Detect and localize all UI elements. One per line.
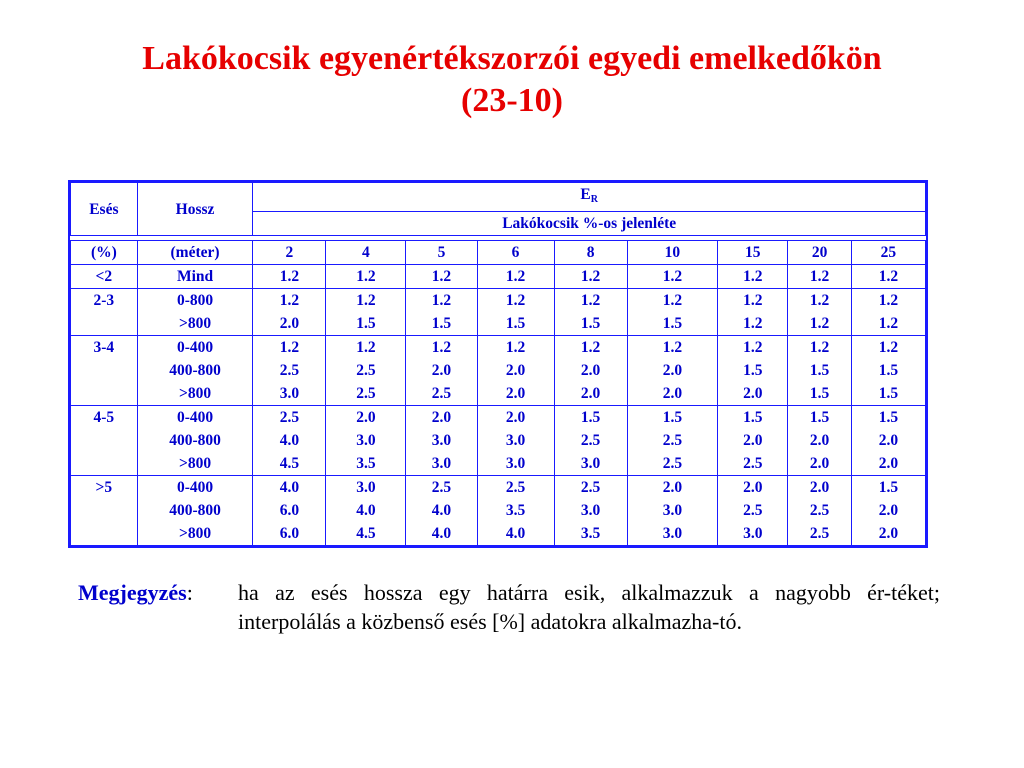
percentage-header: 10 <box>627 241 718 265</box>
note-label: Megjegyzés <box>78 580 187 605</box>
value-cell <box>554 406 627 476</box>
value-cell <box>326 265 406 289</box>
percentage-header: 6 <box>477 241 554 265</box>
percentage-header: 2 <box>253 241 326 265</box>
er-value: 2.5 <box>662 455 683 472</box>
note <box>78 578 940 634</box>
er-value: 6.0 <box>279 525 300 542</box>
er-value: 1.2 <box>809 292 830 309</box>
value-cell <box>554 289 627 336</box>
er-value: 1.5 <box>662 409 683 426</box>
er-value: 1.2 <box>878 292 899 309</box>
table-row <box>71 476 926 546</box>
percentage-header: 5 <box>406 241 477 265</box>
er-value: 2.5 <box>662 432 683 449</box>
value-cell <box>718 406 788 476</box>
er-value: 2.0 <box>809 455 830 472</box>
er-value: 3.0 <box>743 525 763 542</box>
length-cell <box>137 289 253 336</box>
units-row <box>71 241 926 265</box>
length-value: >800 <box>178 525 212 542</box>
length-value: Mind <box>176 268 214 285</box>
value-cell <box>406 406 477 476</box>
value-cell <box>788 476 851 546</box>
table-row <box>71 406 926 476</box>
er-value: 1.5 <box>743 409 763 426</box>
er-value: 2.0 <box>878 525 899 542</box>
value-cell <box>253 336 326 406</box>
er-value: 4.0 <box>279 479 300 496</box>
value-cell <box>253 265 326 289</box>
length-value: 400-800 <box>169 362 221 379</box>
unit-eses: (%) <box>71 241 138 265</box>
value-cell <box>554 336 627 406</box>
er-value: 3.5 <box>505 502 526 519</box>
value-cell <box>627 336 718 406</box>
value-cell <box>406 476 477 546</box>
value-cell <box>627 476 718 546</box>
page-title <box>0 38 1024 122</box>
er-value: 1.2 <box>279 292 300 309</box>
er-value: 2.5 <box>743 502 763 519</box>
er-value: 2.5 <box>431 385 452 402</box>
length-value: >800 <box>178 455 212 472</box>
header-er-sub: R <box>590 194 598 205</box>
value-cell <box>788 289 851 336</box>
er-value: 1.5 <box>809 385 830 402</box>
header-eses: Esés <box>71 183 138 236</box>
er-value: 1.2 <box>279 268 300 285</box>
er-value: 1.2 <box>356 339 376 356</box>
value-cell <box>477 336 554 406</box>
value-cell <box>477 265 554 289</box>
value-cell <box>851 336 925 406</box>
er-value: 1.2 <box>878 339 899 356</box>
er-value: 4.5 <box>279 455 300 472</box>
er-value: 2.5 <box>743 455 763 472</box>
value-cell <box>477 406 554 476</box>
er-value: 2.0 <box>505 362 526 379</box>
grade-cell: 2-3 <box>71 289 138 336</box>
er-value: 2.0 <box>743 479 763 496</box>
equivalence-table-frame <box>68 180 928 548</box>
er-value: 1.2 <box>505 292 526 309</box>
header-er-caption: Lakókocsik %-os jelenléte <box>253 212 926 236</box>
er-value: 1.5 <box>809 362 830 379</box>
er-value: 1.2 <box>356 268 376 285</box>
er-value: 1.2 <box>878 268 899 285</box>
length-value: 400-800 <box>169 502 221 519</box>
er-value: 2.0 <box>505 409 526 426</box>
er-value: 2.0 <box>809 479 830 496</box>
header-row-1 <box>71 183 926 212</box>
length-value: 0-400 <box>176 479 214 496</box>
er-value: 4.0 <box>431 502 452 519</box>
grade-cell: <2 <box>71 265 138 289</box>
er-value: 1.2 <box>743 292 763 309</box>
value-cell <box>554 476 627 546</box>
er-value: 2.0 <box>743 385 763 402</box>
er-value: 1.2 <box>878 315 899 332</box>
er-value: 3.0 <box>580 502 601 519</box>
value-cell <box>326 289 406 336</box>
er-value: 1.2 <box>743 315 763 332</box>
er-value: 1.2 <box>743 339 763 356</box>
value-cell <box>718 289 788 336</box>
length-cell <box>137 406 253 476</box>
er-value: 2.5 <box>356 385 376 402</box>
title-line-1: Lakókocsik egyenértékszorzói egyedi emelkedőkön <box>142 40 882 77</box>
er-value: 3.0 <box>662 525 683 542</box>
er-value: 2.5 <box>279 362 300 379</box>
header-er-main: E <box>580 186 591 203</box>
er-value: 1.2 <box>743 268 763 285</box>
er-value: 2.0 <box>743 432 763 449</box>
er-value: 1.5 <box>662 315 683 332</box>
header-er <box>253 183 926 212</box>
value-cell <box>788 406 851 476</box>
er-value: 1.5 <box>356 315 376 332</box>
er-value: 2.5 <box>580 432 601 449</box>
er-value: 1.5 <box>809 409 830 426</box>
er-value: 2.0 <box>431 409 452 426</box>
value-cell <box>627 289 718 336</box>
er-value: 1.5 <box>878 409 899 426</box>
value-cell <box>477 476 554 546</box>
er-value: 3.0 <box>431 432 452 449</box>
length-value: 0-400 <box>176 339 214 356</box>
note-colon: : <box>186 580 193 605</box>
er-value: 3.0 <box>505 432 526 449</box>
er-value: 1.2 <box>809 268 830 285</box>
er-value: 2.5 <box>505 479 526 496</box>
er-value: 4.0 <box>279 432 300 449</box>
value-cell <box>253 406 326 476</box>
value-cell <box>788 265 851 289</box>
equivalence-table <box>70 182 926 546</box>
er-value: 6.0 <box>279 502 300 519</box>
value-cell <box>851 476 925 546</box>
er-value: 1.5 <box>878 385 899 402</box>
unit-hossz: (méter) <box>137 241 253 265</box>
er-value: 1.2 <box>356 292 376 309</box>
er-value: 1.2 <box>505 268 526 285</box>
er-value: 2.0 <box>662 385 683 402</box>
er-value: 2.5 <box>431 479 452 496</box>
er-value: 2.0 <box>431 362 452 379</box>
er-value: 2.0 <box>878 432 899 449</box>
er-value: 2.0 <box>878 455 899 472</box>
er-value: 2.0 <box>580 385 601 402</box>
er-value: 1.5 <box>505 315 526 332</box>
er-value: 1.2 <box>431 292 452 309</box>
length-value: >800 <box>178 315 212 332</box>
title-line-2: (23-10) <box>461 82 563 119</box>
value-cell <box>326 336 406 406</box>
length-value: 0-400 <box>176 409 214 426</box>
er-value: 2.0 <box>505 385 526 402</box>
er-value: 2.0 <box>356 409 376 426</box>
length-value: >800 <box>178 385 212 402</box>
value-cell <box>406 265 477 289</box>
percentage-header: 15 <box>718 241 788 265</box>
er-value: 4.0 <box>505 525 526 542</box>
er-value: 2.0 <box>580 362 601 379</box>
value-cell <box>718 476 788 546</box>
er-value: 2.0 <box>809 432 830 449</box>
er-value: 2.5 <box>809 525 830 542</box>
value-cell <box>554 265 627 289</box>
length-cell <box>137 265 253 289</box>
er-value: 4.5 <box>356 525 376 542</box>
percentage-header: 20 <box>788 241 851 265</box>
er-value: 1.2 <box>505 339 526 356</box>
er-value: 2.0 <box>878 502 899 519</box>
er-value: 2.5 <box>279 409 300 426</box>
percentage-header: 25 <box>851 241 925 265</box>
grade-cell: 4-5 <box>71 406 138 476</box>
value-cell <box>326 406 406 476</box>
length-value: 400-800 <box>169 432 221 449</box>
value-cell <box>253 476 326 546</box>
value-cell <box>253 289 326 336</box>
table-row <box>71 336 926 406</box>
table-row <box>71 289 926 336</box>
er-value: 3.0 <box>580 455 601 472</box>
er-value: 3.0 <box>431 455 452 472</box>
value-cell <box>851 406 925 476</box>
er-value: 3.0 <box>279 385 300 402</box>
er-value: 1.5 <box>580 409 601 426</box>
value-cell <box>851 265 925 289</box>
er-value: 1.5 <box>878 362 899 379</box>
value-cell <box>851 289 925 336</box>
er-value: 1.2 <box>662 292 683 309</box>
er-value: 3.0 <box>356 432 376 449</box>
value-cell <box>627 406 718 476</box>
er-value: 3.0 <box>662 502 683 519</box>
er-value: 1.2 <box>279 339 300 356</box>
value-cell <box>406 289 477 336</box>
value-cell <box>788 336 851 406</box>
er-value: 4.0 <box>356 502 376 519</box>
length-cell <box>137 476 253 546</box>
er-value: 2.0 <box>662 479 683 496</box>
er-value: 4.0 <box>431 525 452 542</box>
percentage-header: 8 <box>554 241 627 265</box>
value-cell <box>718 265 788 289</box>
er-value: 1.5 <box>431 315 452 332</box>
percentage-header: 4 <box>326 241 406 265</box>
er-value: 3.0 <box>505 455 526 472</box>
er-value: 3.5 <box>580 525 601 542</box>
note-text: ha az esés hossza egy határra esik, alkalmazzuk a nagyobb ér-téket; interpolálás a közbenső esés [%] adatokra alkalmazha-tó. <box>238 580 940 634</box>
er-value: 1.2 <box>580 292 601 309</box>
er-value: 2.0 <box>279 315 300 332</box>
er-value: 3.5 <box>356 455 376 472</box>
grade-cell: 3-4 <box>71 336 138 406</box>
er-value: 2.5 <box>356 362 376 379</box>
er-value: 1.2 <box>662 268 683 285</box>
value-cell <box>477 289 554 336</box>
value-cell <box>627 265 718 289</box>
er-value: 3.0 <box>356 479 376 496</box>
er-value: 2.0 <box>662 362 683 379</box>
er-value: 2.5 <box>809 502 830 519</box>
er-value: 1.2 <box>431 339 452 356</box>
er-value: 1.5 <box>878 479 899 496</box>
er-value: 1.2 <box>809 315 830 332</box>
length-value: 0-800 <box>176 292 214 309</box>
er-value: 1.5 <box>580 315 601 332</box>
er-value: 1.5 <box>743 362 763 379</box>
er-value: 1.2 <box>809 339 830 356</box>
value-cell <box>326 476 406 546</box>
value-cell <box>406 336 477 406</box>
er-value: 2.5 <box>580 479 601 496</box>
header-hossz: Hossz <box>137 183 253 236</box>
er-value: 1.2 <box>580 339 601 356</box>
length-cell <box>137 336 253 406</box>
grade-cell: >5 <box>71 476 138 546</box>
er-value: 1.2 <box>662 339 683 356</box>
table-row <box>71 265 926 289</box>
er-value: 1.2 <box>580 268 601 285</box>
value-cell <box>718 336 788 406</box>
er-value: 1.2 <box>431 268 452 285</box>
